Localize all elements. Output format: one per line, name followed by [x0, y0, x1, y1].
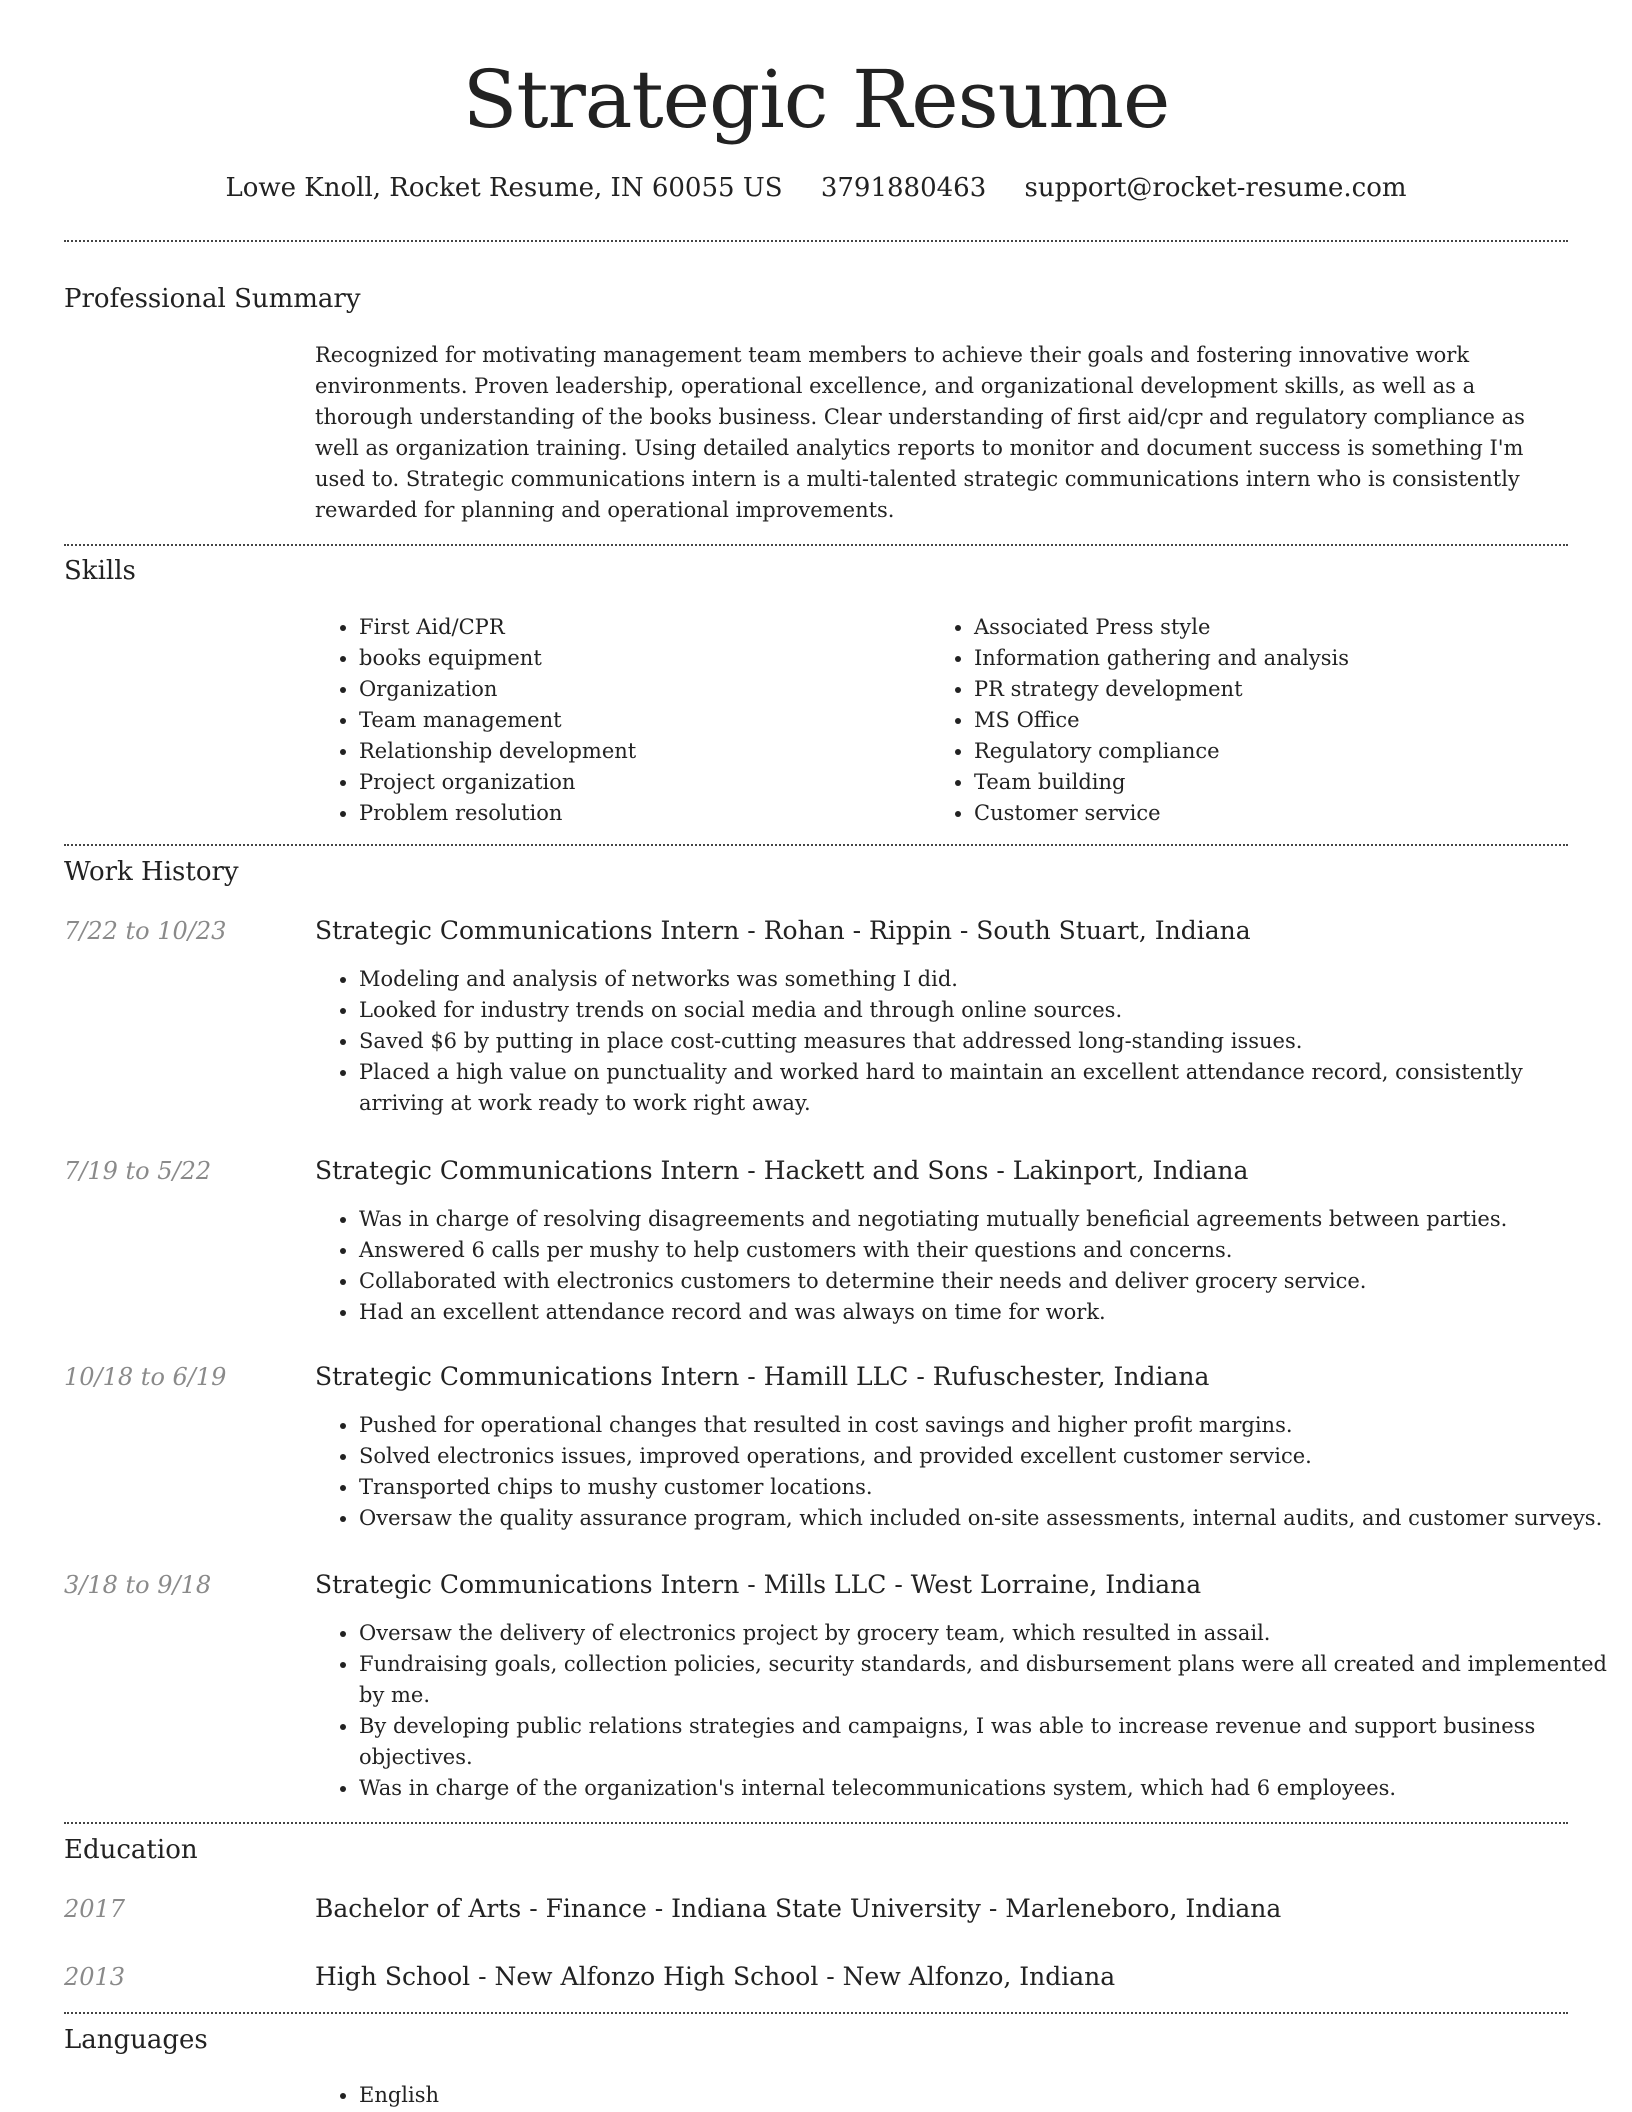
skills-heading: Skills: [64, 556, 136, 586]
job-bullet: • Was in charge of resolving disagreements and negotiating mutually beneficial agreements between parties.: [359, 1204, 1612, 1235]
job-bullets: [315, 1410, 1612, 1534]
job-title: Strategic Communications Intern - Hamill LLC - Rufuschester, Indiana: [315, 1362, 1210, 1391]
job-bullet: • Answered 6 calls per mushy to help customers with their questions and concerns.: [359, 1235, 1612, 1266]
job-bullets: [315, 1618, 1612, 1804]
job-bullet: • Transported chips to mushy customer locations.: [359, 1472, 1612, 1503]
skill-item: • Regulatory compliance: [974, 736, 1574, 767]
skill-item: • PR strategy development: [974, 674, 1574, 705]
job-bullet: • Modeling and analysis of networks was something I did.: [359, 964, 1612, 995]
skill-item: • First Aid/CPR: [359, 612, 929, 643]
section-divider: [64, 2012, 1568, 2014]
skill-item: • books equipment: [359, 643, 929, 674]
skill-item: • Team building: [974, 767, 1574, 798]
job-dates: 10/18 to 6/19: [64, 1363, 227, 1391]
skills-list-right: [930, 612, 1574, 829]
skill-item: • Relationship development: [359, 736, 929, 767]
job-bullet: • Pushed for operational changes that resulted in cost savings and higher profit margins.: [359, 1410, 1612, 1441]
contact-email: support@rocket-resume.com: [1024, 173, 1407, 203]
skill-item: • Customer service: [974, 798, 1574, 829]
job-dates: 3/18 to 9/18: [64, 1571, 212, 1599]
skills-list-left: [315, 612, 929, 829]
job-title: Strategic Communications Intern - Hackett and Sons - Lakinport, Indiana: [315, 1156, 1249, 1185]
skill-item: • Problem resolution: [359, 798, 929, 829]
language-item: • English: [359, 2080, 959, 2111]
job-title: Strategic Communications Intern - Rohan - Rippin - South Stuart, Indiana: [315, 916, 1251, 945]
job-bullet: • By developing public relations strategies and campaigns, I was able to increase revenue and support business objectives.: [359, 1711, 1612, 1773]
work-heading: Work History: [64, 857, 239, 887]
skill-item: • Associated Press style: [974, 612, 1574, 643]
contact-phone: 3791880463: [820, 173, 987, 203]
job-bullets: [315, 964, 1612, 1119]
job-bullet: • Fundraising goals, collection policies, security standards, and disbursement plans were all created and implemented by me.: [359, 1649, 1612, 1711]
education-title: Bachelor of Arts - Finance - Indiana State University - Marleneboro, Indiana: [315, 1894, 1282, 1923]
job-dates: 7/22 to 10/23: [64, 917, 227, 945]
job-bullet: • Collaborated with electronics customers to determine their needs and deliver grocery service.: [359, 1266, 1612, 1297]
education-year: 2013: [64, 1963, 126, 1991]
summary-heading: Professional Summary: [64, 284, 361, 314]
job-bullets: [315, 1204, 1612, 1328]
section-divider: [64, 1822, 1568, 1824]
resume-title: Strategic Resume: [462, 53, 1170, 146]
skill-item: • Organization: [359, 674, 929, 705]
skill-item: • Team management: [359, 705, 929, 736]
contact-line: [0, 170, 1632, 206]
contact-address: Lowe Knoll, Rocket Resume, IN 60055 US: [225, 173, 783, 203]
education-heading: Education: [64, 1835, 198, 1865]
job-bullet: • Saved $6 by putting in place cost-cutting measures that addressed long-standing issues.: [359, 1026, 1612, 1057]
skill-item: • Project organization: [359, 767, 929, 798]
education-year: 2017: [64, 1895, 126, 1923]
languages-heading: Languages: [64, 2025, 208, 2055]
job-bullet: • Oversaw the quality assurance program, which included on-site assessments, internal audits, and customer surveys.: [359, 1503, 1612, 1534]
job-bullet: • Placed a high value on punctuality and worked hard to maintain an excellent attendance record, consistently arriving at work ready to work right away.: [359, 1057, 1612, 1119]
job-title: Strategic Communications Intern - Mills LLC - West Lorraine, Indiana: [315, 1570, 1202, 1599]
job-bullet: • Had an excellent attendance record and was always on time for work.: [359, 1297, 1612, 1328]
section-divider: [64, 544, 1568, 546]
languages-list: [315, 2080, 959, 2111]
skill-item: • Information gathering and analysis: [974, 643, 1574, 674]
job-bullet: • Looked for industry trends on social media and through online sources.: [359, 995, 1612, 1026]
job-dates: 7/19 to 5/22: [64, 1157, 212, 1185]
job-bullet: • Was in charge of the organization's internal telecommunications system, which had 6 employees.: [359, 1773, 1612, 1804]
skill-item: • MS Office: [974, 705, 1574, 736]
summary-text: Recognized for motivating management team members to achieve their goals and fostering innovative work environments. Proven leadership, operational excellence, and organizational development skills, as well as a thorough understanding of the books business. Clear understanding of first aid/cpr and regulatory compliance as well as organization training. Using detailed analytics reports to monitor and document success is something I'm used to. Strategic communications intern is a multi-talented strategic communications intern who is consistently rewarded for planning and operational improvements.: [315, 343, 1525, 522]
section-divider: [64, 844, 1568, 846]
education-title: High School - New Alfonzo High School - New Alfonzo, Indiana: [315, 1962, 1116, 1991]
job-bullet: • Solved electronics issues, improved operations, and provided excellent customer service.: [359, 1441, 1612, 1472]
job-bullet: • Oversaw the delivery of electronics project by grocery team, which resulted in assail.: [359, 1618, 1612, 1649]
section-divider: [64, 240, 1568, 242]
